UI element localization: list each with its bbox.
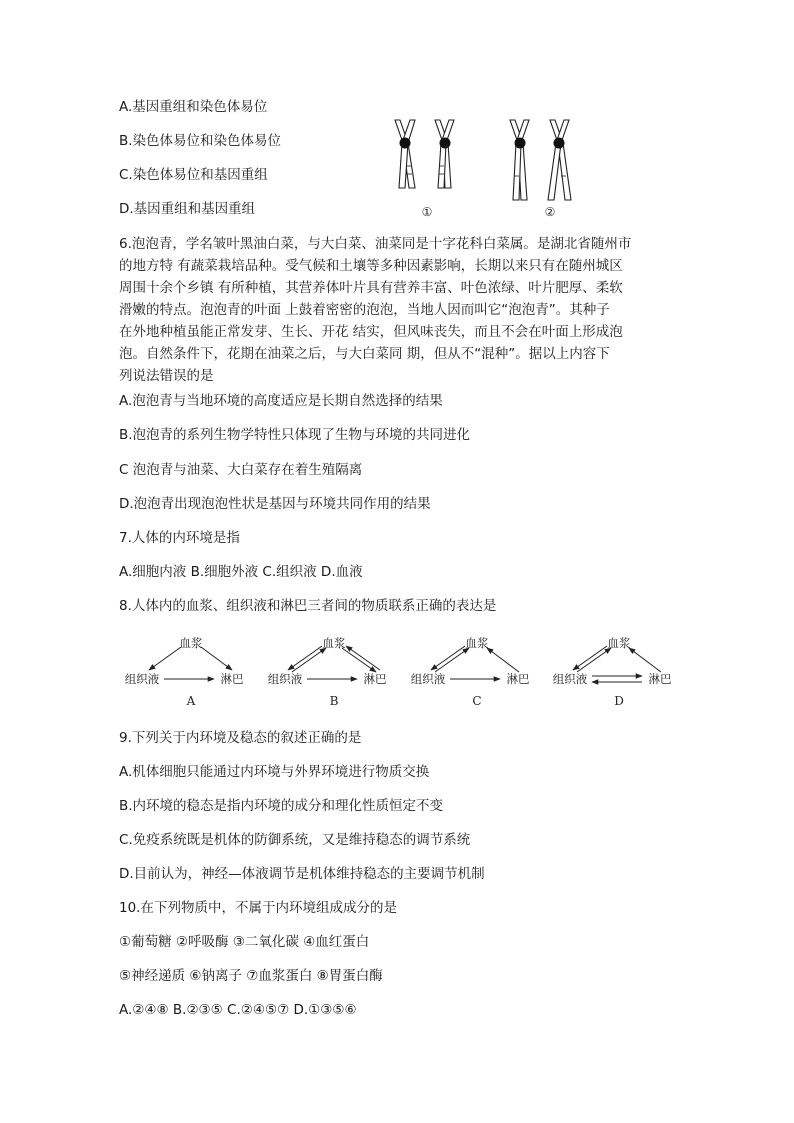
fluid-relationship-diagrams (118, 630, 682, 712)
node-plasma: 血浆 (465, 636, 489, 650)
node-lymph: 淋巴 (648, 672, 672, 686)
node-lymph: 淋巴 (363, 672, 387, 686)
node-lymph: 淋巴 (506, 672, 530, 686)
q9-option-b: B.内环境的稳态是指内环境的成分和理化性质恒定不变 (119, 798, 444, 814)
node-plasma: 血浆 (179, 636, 203, 650)
q6-option-d: D.泡泡青出现泡泡性状是基因与环境共同作用的结果 (119, 496, 431, 512)
q7-stem: 7.人体的内环境是指 (119, 530, 240, 546)
q10-items-line-1: ①葡萄糖 ②呼吸酶 ③二氧化碳 ④血红蛋白 (119, 934, 370, 950)
figure-label-2: ② (544, 205, 556, 219)
diagram-label-d: D (614, 694, 624, 708)
q5-option-b: B.染色体易位和染色体易位 (119, 133, 282, 149)
diagram-label-a: A (186, 694, 196, 708)
centromere (515, 138, 526, 149)
centromere (440, 138, 451, 149)
chromosome-2-1 (510, 120, 529, 200)
node-tissue-fluid: 组织液 (552, 672, 588, 686)
centromere (400, 138, 411, 149)
node-plasma: 血浆 (322, 636, 346, 650)
centromere (554, 138, 565, 149)
diagram-d (553, 636, 672, 708)
chromosome-2-2 (548, 120, 571, 200)
diagram-b (268, 636, 387, 708)
q9-stem: 9.下列关于内环境及稳态的叙述正确的是 (119, 730, 362, 746)
q6-option-a: A.泡泡青与当地环境的高度适应是长期自然选择的结果 (119, 393, 443, 409)
q6-stem: 6.泡泡青，学名皱叶黑油白菜，与大白菜、油菜同是十字花科白菜属。是湖北省随州市 的地方特 有蔬菜栽培品种。受气候和土壤等多种因素影响，长期以来只有在随州城区 周围十余个乡镇 有所种植，其营养体叶片具有营养丰富、叶色浓绿、叶片肥厚、柔软 滑嫩的特点。泡泡青的叶面 上鼓着密密的泡泡，当地人因而叫它“泡泡青”。其种子 在外地种植虽能正常发芽、生长、开花 结实，但风味丧失，而且不会在叶面上形成泡 泡。自然条件下，花期在油菜之后，与大白菜同 期，但从不“混种”。据以上内容下 列说法错误的是 (119, 236, 632, 384)
chromosome-figure (388, 116, 588, 222)
q6-option-b: B.泡泡青的系列生物学特性只体现了生物与环境的共同进化 (119, 427, 471, 443)
q7-options: A.细胞内液 B.细胞外液 C.组织液 D.血液 (119, 564, 363, 580)
q10-items-line-2: ⑤神经递质 ⑥钠离子 ⑦血浆蛋白 ⑧胃蛋白酶 (119, 968, 383, 984)
diagram-label-b: B (329, 694, 339, 708)
node-tissue-fluid: 组织液 (267, 672, 303, 686)
q6-option-c: C 泡泡青与油菜、大白菜存在着生殖隔离 (119, 462, 363, 478)
figure-label-1: ① (421, 205, 433, 219)
q5-option-a: A.基因重组和染色体易位 (119, 99, 268, 115)
node-lymph: 淋巴 (220, 672, 244, 686)
chromosome-1-1 (395, 120, 415, 188)
diagram-a (125, 636, 244, 708)
diagram-label-c: C (472, 694, 482, 708)
q5-option-c: C.染色体易位和基因重组 (119, 167, 268, 183)
q9-option-d: D.目前认为，神经—体液调节是机体维持稳态的主要调节机制 (119, 866, 485, 882)
q10-stem: 10.在下列物质中，不属于内环境组成成分的是 (119, 900, 397, 916)
chromosome-1-2 (435, 120, 454, 188)
q9-option-c: C.免疫系统既是机体的防御系统，又是维持稳态的调节系统 (119, 832, 471, 848)
diagram-c (411, 636, 530, 708)
node-plasma: 血浆 (607, 636, 631, 650)
q10-options: A.②④⑧ B.②③⑤ C.②④⑤⑦ D.①③⑤⑥ (119, 1002, 357, 1018)
node-tissue-fluid: 组织液 (410, 672, 446, 686)
q5-option-d: D.基因重组和基因重组 (119, 201, 256, 217)
q8-stem: 8.人体内的血浆、组织液和淋巴三者间的物质联系正确的表达是 (119, 598, 497, 614)
q9-option-a: A.机体细胞只能通过内环境与外界环境进行物质交换 (119, 764, 430, 780)
node-tissue-fluid: 组织液 (124, 672, 160, 686)
